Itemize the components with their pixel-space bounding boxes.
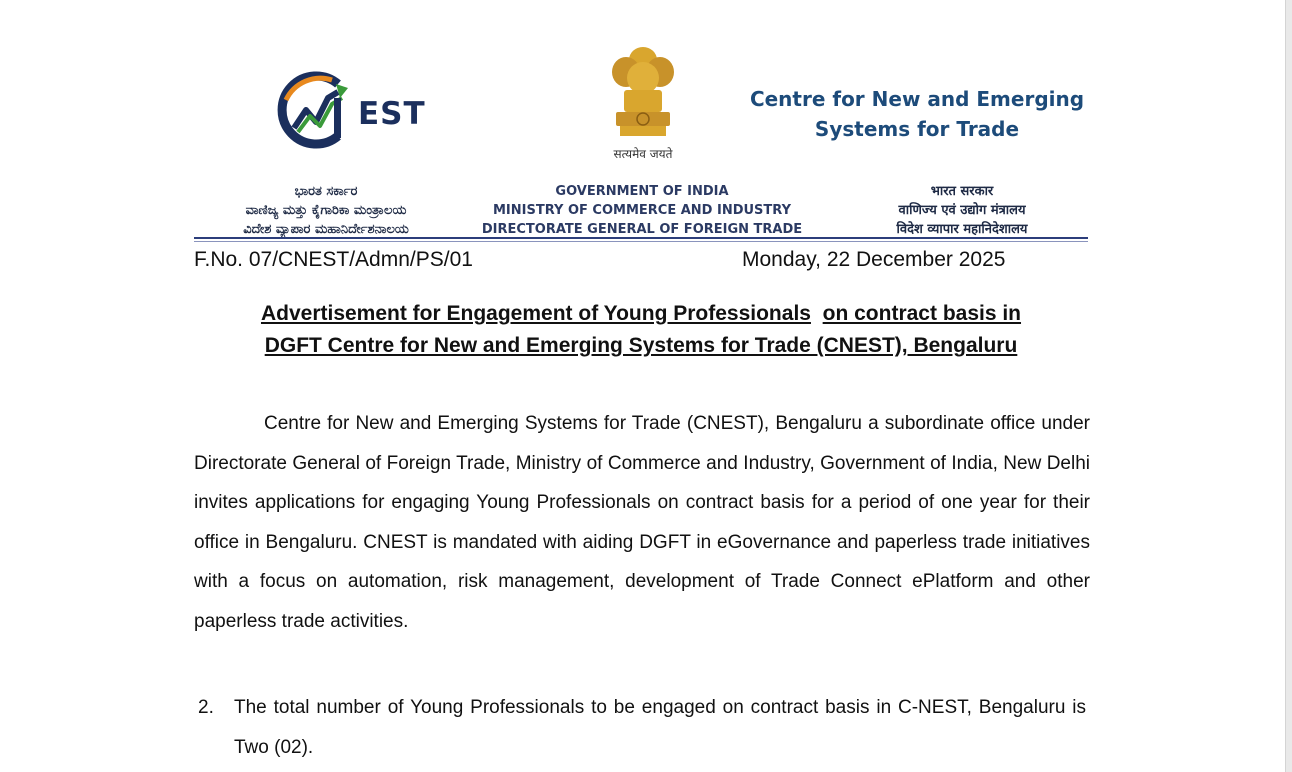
document-title <box>194 298 1088 362</box>
title-line1-part1: Advertisement for Engagement of Young Professionals <box>260 302 811 325</box>
intro-paragraph <box>194 404 1090 642</box>
centre-name-line2: Systems for Trade <box>814 117 1020 141</box>
gov-header-hindi <box>820 182 1104 239</box>
gov-english-line3: DIRECTORATE GENERAL OF FOREIGN TRADE <box>481 222 803 237</box>
item-2-text: The total number of Young Professionals to be engaged on contract basis in C-NEST, Bengaluru is Two (02). <box>234 697 1086 758</box>
gov-header-english <box>470 182 814 239</box>
document-date: Monday, 22 December 2025 <box>742 248 1006 271</box>
national-emblem <box>598 42 688 162</box>
gov-kannada-line2: ವಾಣಿಜ್ಯ ಮತ್ತು ಕೈಗಾರಿಕಾ ಮಂತ್ರಾಲಯ <box>245 203 407 218</box>
intro-paragraph-text: Centre for New and Emerging Systems for Trade (CNEST), Bengaluru a subordinate office under Directorate General of Foreign Trade, Ministry of Commerce and Industry, Government of India, New Delhi invites applications for engaging Young Professionals on contract basis for a period of one year for their office in Bengaluru. CNEST is mandated with aiding DGFT in eGovernance and paperless trade initiatives with a focus on automation, risk management, development of Trade Connect ePlatform and other paperless trade activities. <box>194 413 1090 632</box>
title-line2: DGFT Centre for New and Emerging Systems for Trade (CNEST), Bengaluru <box>264 334 1018 357</box>
gov-english-line2: MINISTRY OF COMMERCE AND INDUSTRY <box>493 203 791 218</box>
gov-header-kannada <box>190 182 462 239</box>
logo-text: EST <box>358 96 426 132</box>
title-line1-part2: on contract basis in <box>822 302 1022 325</box>
gov-hindi-line3: विदेश व्यापार महानिदेशालय <box>896 222 1028 237</box>
gov-kannada-line3: ವಿದೇಶ ವ್ಯಾಪಾರ ಮಹಾನಿರ್ದೇಶನಾಲಯ <box>243 222 409 237</box>
gov-hindi-line2: वाणिज्य एवं उद्योग मंत्रालय <box>898 203 1026 218</box>
item-2-number: 2. <box>198 697 214 718</box>
centre-name-line1: Centre for New and Emerging <box>749 87 1085 111</box>
header-divider-thin <box>194 241 1088 242</box>
header-divider <box>194 237 1088 239</box>
file-number: F.No. 07/CNEST/Admn/PS/01 <box>194 248 473 271</box>
cnest-logo <box>276 70 426 150</box>
gov-kannada-line1: ಭಾರತ ಸರ್ಕಾರ <box>294 184 358 199</box>
vertical-scrollbar[interactable] <box>1285 0 1292 772</box>
centre-name <box>720 84 1114 144</box>
gov-hindi-line1: भारत सरकार <box>930 184 994 199</box>
gov-english-line1: GOVERNMENT OF INDIA <box>555 184 729 199</box>
emblem-motto: सत्यमेव जयते <box>613 147 673 161</box>
cnest-logo-icon <box>276 70 366 150</box>
ashoka-emblem-icon <box>602 42 684 142</box>
